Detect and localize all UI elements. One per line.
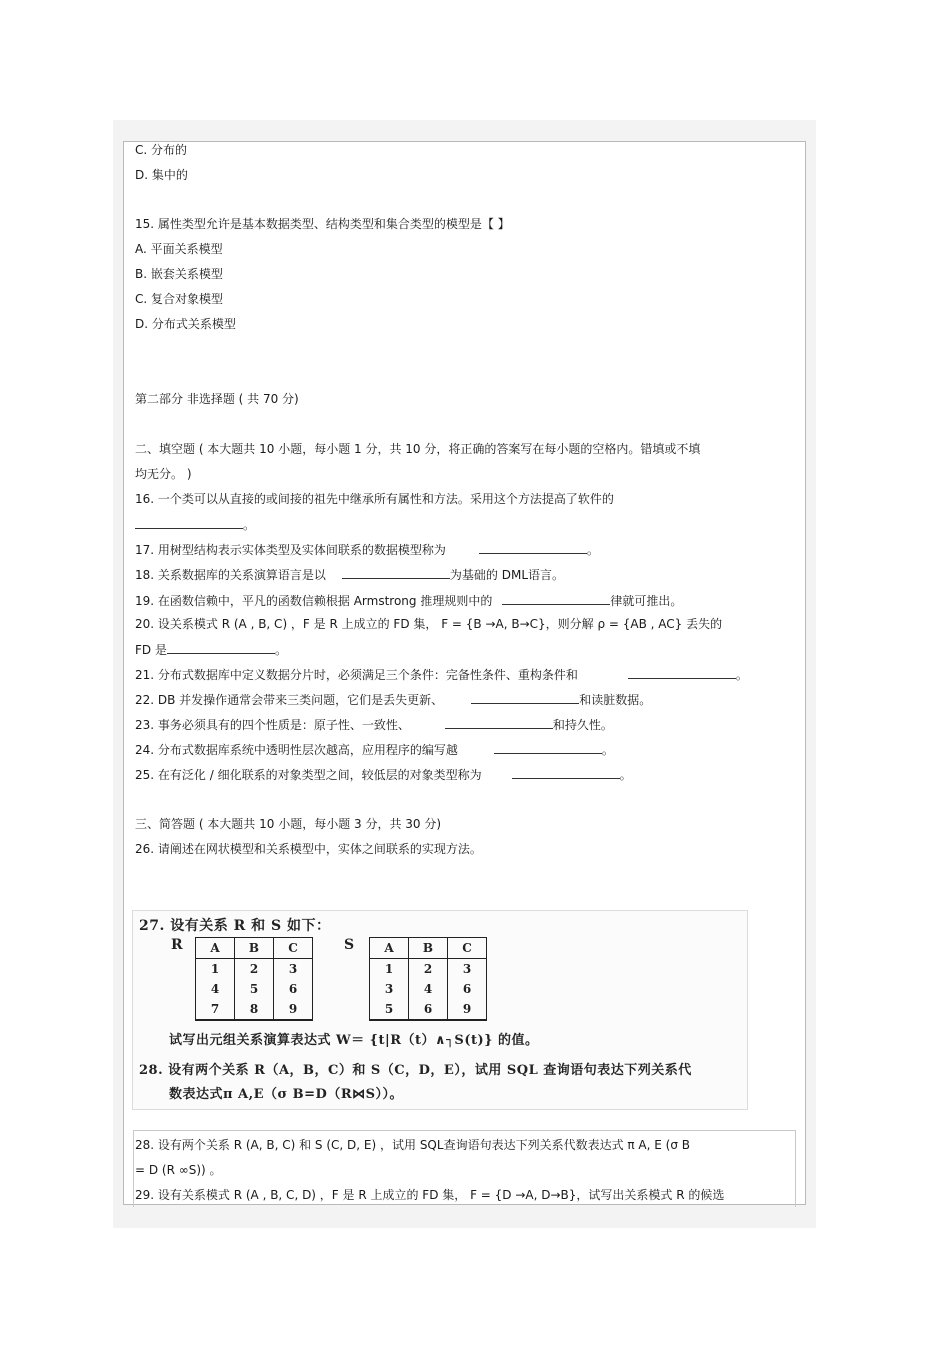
scanned-question-image [132,910,748,1110]
table-cell: 6 [274,979,313,999]
table-cell: 3 [274,959,313,980]
question-28: 28. 设有两个关系 R (A, B, C) 和 S (C, D, E) ，试用 SQL查询语句表达下列关系代数表达式 π A, E (σ B [135,1138,690,1152]
table-cell: 2 [409,959,448,980]
table-cell: 4 [409,979,448,999]
column-header: B [235,938,274,959]
table-cell: 1 [196,959,235,980]
column-header: C [274,938,313,959]
table-row [196,999,313,1020]
answer-blank [479,541,587,554]
q15-option-d: D. 分布式关系模型 [135,317,236,331]
q15-option-a: A. 平面关系模型 [135,242,223,256]
scan-relation-s-label: S [344,937,355,953]
question-28-line-2: = D (R ∞S)) 。 [135,1163,222,1177]
question-18: 18. 关系数据库的关系演算语言是以 为基础的 DML语言。 [135,568,565,582]
column-header: C [448,938,487,959]
question-21: 21. 分布式数据库中定义数据分片时，必须满足三个条件：完备性条件、重构条件和 。 [135,668,748,682]
table-cell: 3 [448,959,487,980]
question-19: 19. 在函数信赖中，平凡的函数信赖根据 Armstrong 推理规则中的 律就可推出。 [135,594,683,608]
question-15: 15. 属性类型允许是基本数据类型、结构类型和集合类型的模型是【 】 [135,217,510,231]
question-16-blank-line: 。 [135,516,255,533]
scan-q27-heading: 27. 设有关系 R 和 S 如下： [139,918,331,934]
question-25: 25. 在有泛化 / 细化联系的对象类型之间，较低层的对象类型称为 。 [135,768,632,782]
table-cell: 3 [370,979,409,999]
question-20: 20. 设关系模式 R (A , B, C) ，F 是 R 上成立的 FD 集， F = {B →A, B→C}，则分解 ρ = {AB , AC} 丢失的 [135,617,723,631]
answer-blank [471,691,579,704]
table-cell: 2 [235,959,274,980]
scan-q28-line-2: 数表达式π A,E（σ B=D（R⋈S））。 [169,1087,404,1102]
table-row [370,959,487,980]
relation-s-header [370,938,487,959]
table-cell: 9 [274,999,313,1020]
table-cell: 5 [370,999,409,1020]
answer-blank [494,741,602,754]
question-24: 24. 分布式数据库系统中透明性层次越高，应用程序的编写越 。 [135,743,614,757]
short-answer-section-title: 三、简答题 ( 本大题共 10 小题，每小题 3 分，共 30 分) [135,817,442,831]
scan-q27-expression: 试写出元组关系演算表达式 W＝ {t|R（t）∧┐S(t)} 的值。 [169,1033,539,1048]
relation-r-header [196,938,313,959]
table-cell: 4 [196,979,235,999]
table-row [196,959,313,980]
table-cell: 9 [448,999,487,1020]
question-20-line-2: FD 是 。 [135,643,287,657]
table-cell: 6 [448,979,487,999]
answer-blank [628,666,736,679]
option-c-prev: C. 分布的 [135,143,188,157]
answer-blank [512,766,620,779]
answer-blank [445,716,553,729]
question-16: 16. 一个类可以从直接的或间接的祖先中继承所有属性和方法。采用这个方法提高了软件的 [135,492,614,506]
table-cell: 1 [370,959,409,980]
table-row [370,999,487,1020]
question-22: 22. DB 并发操作通常会带来三类问题，它们是丢失更新、 和读脏数据。 [135,693,652,707]
q15-option-b: B. 嵌套关系模型 [135,267,223,281]
relation-r-table [195,937,313,1021]
option-d-prev: D. 集中的 [135,168,188,182]
relation-s-table [369,937,487,1021]
q15-option-c: C. 复合对象模型 [135,292,224,306]
scan-relation-r-label: R [171,937,183,953]
question-29: 29. 设有关系模式 R (A , B, C, D) ，F 是 R 上成立的 FD 集， F = {D →A, D→B}，试写出关系模式 R 的候选 [135,1188,725,1202]
answer-blank [167,641,275,654]
column-header: A [196,938,235,959]
table-row [196,979,313,999]
scan-q28-line-1: 28. 设有两个关系 R（A，B，C）和 S（C，D，E），试用 SQL 查询语句表达下列关系代 [139,1063,692,1078]
question-26: 26. 请阐述在网状模型和关系模型中，实体之间联系的实现方法。 [135,842,482,856]
table-cell: 5 [235,979,274,999]
answer-blank [342,566,450,579]
question-17: 17. 用树型结构表示实体类型及实体间联系的数据模型称为 。 [135,543,599,557]
column-header: B [409,938,448,959]
question-23: 23. 事务必须具有的四个性质是：原子性、一致性、 和持久性。 [135,718,613,732]
column-header: A [370,938,409,959]
fill-section-title-2: 均无分。 ) [135,467,192,481]
table-cell: 7 [196,999,235,1020]
fill-section-title-1: 二、填空题 ( 本大题共 10 小题，每小题 1 分，共 10 分，将正确的答案写在每小题的空格内。错填或不填 [135,442,701,456]
answer-blank [135,516,243,529]
answer-blank [502,592,610,605]
table-cell: 8 [235,999,274,1020]
table-cell: 6 [409,999,448,1020]
part-two-heading: 第二部分 非选择题 ( 共 70 分) [135,392,299,406]
table-row [370,979,487,999]
